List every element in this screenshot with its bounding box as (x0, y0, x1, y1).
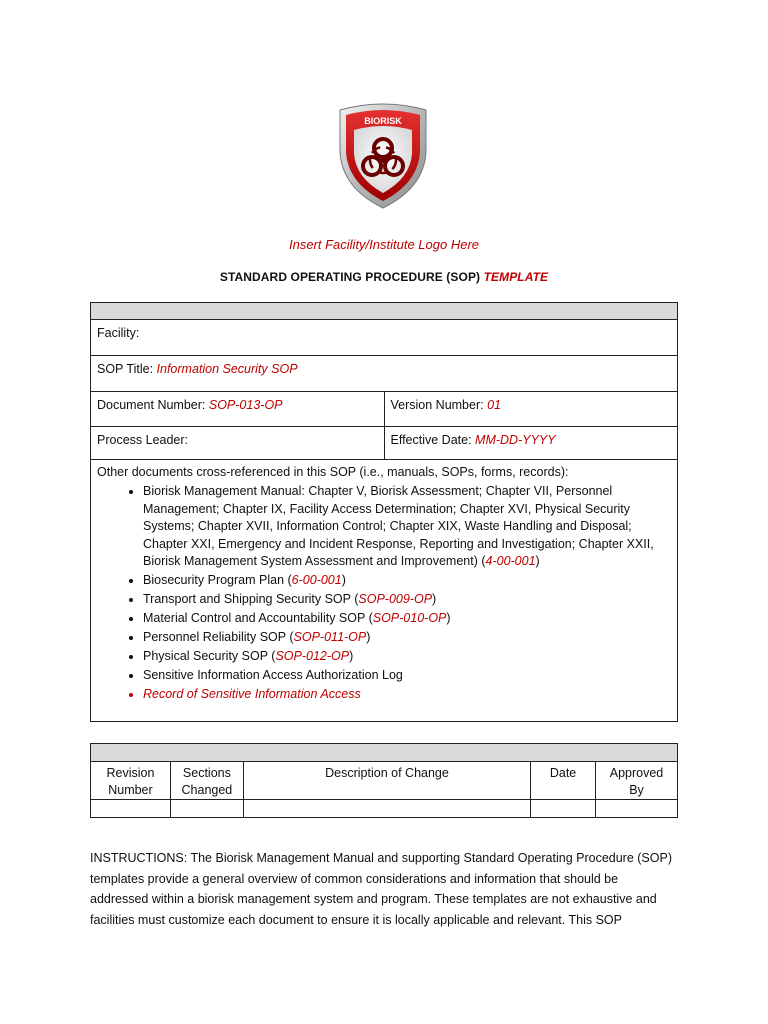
revision-number-cell (91, 800, 171, 818)
item-tail: ) (341, 573, 346, 587)
item-ref: SOP-009-OP (358, 592, 433, 606)
title-main: STANDARD OPERATING PROCEDURE (SOP) (219, 270, 484, 284)
item-ref: SOP-010-OP (372, 611, 447, 625)
item-text: Physical Security SOP ( (143, 649, 276, 663)
process-leader-cell (91, 427, 385, 460)
item-text: Sensitive Information Access Authorization Log (143, 668, 403, 682)
logo-text: BIORISK (364, 116, 402, 126)
cross-reference-list (97, 483, 671, 704)
list-item (143, 667, 671, 685)
revision-table-header-bar (91, 744, 678, 762)
item-ref: SOP-011-OP (293, 630, 367, 644)
version-number-cell (384, 392, 678, 427)
sections-changed-header: Sections Changed (170, 762, 243, 800)
list-item (143, 648, 671, 666)
item-tail: ) (535, 554, 540, 568)
item-ref: SOP-012-OP (275, 649, 350, 663)
revision-number-header: Revision Number (91, 762, 171, 800)
item-tail: ) (432, 592, 437, 606)
sop-info-table (90, 302, 678, 722)
item-text: Personnel Reliability SOP ( (143, 630, 294, 644)
date-cell (531, 800, 596, 818)
document-number-label: Document Number: (97, 398, 209, 412)
list-item (143, 572, 671, 590)
facility-cell (91, 320, 678, 356)
cross-reference-label: Other documents cross-referenced in this SOP (i.e., manuals, SOPs, forms, records): (97, 465, 569, 479)
effective-date-value: MM-DD-YYYY (475, 433, 556, 447)
process-leader-label: Process Leader: (97, 433, 189, 447)
list-item (143, 629, 671, 647)
document-number-cell (91, 392, 385, 427)
list-item (143, 610, 671, 628)
version-number-label: Version Number: (390, 398, 488, 412)
effective-date-cell (384, 427, 678, 460)
facility-label: Facility: (97, 326, 140, 340)
item-ref: 4-00-001 (485, 554, 536, 568)
sections-changed-cell (170, 800, 243, 818)
item-text: Material Control and Accountability SOP ( (143, 611, 373, 625)
item-tail: ) (366, 630, 371, 644)
revision-history-table (90, 743, 678, 818)
list-item (143, 686, 671, 704)
biorisk-shield-logo (336, 100, 430, 210)
sop-title-label: SOP Title: (97, 362, 157, 376)
info-table-header-bar (91, 303, 678, 320)
instructions-paragraph: INSTRUCTIONS: The Biorisk Management Manual and supporting Standard Operating Procedure (SOP) templates provide a general overview of common considerations and information that should be addressed within a biorisk management system and program. These templates are not exhaustive and facilities must customize each document to ensure it is locally applicable and relevant. This SOP (90, 851, 672, 927)
list-item (143, 591, 671, 609)
effective-date-label: Effective Date: (390, 433, 476, 447)
list-item (143, 483, 671, 571)
table-row (91, 800, 678, 818)
description-of-change-header: Description of Change (243, 762, 530, 800)
approved-by-header: Approved By (596, 762, 678, 800)
item-tail: ) (446, 611, 451, 625)
sop-title-value: Information Security SOP (156, 362, 298, 376)
logo-placeholder-caption: Insert Facility/Institute Logo Here (288, 237, 480, 252)
item-text: Biosecurity Program Plan ( (143, 573, 292, 587)
description-of-change-cell (243, 800, 530, 818)
document-title (0, 270, 768, 284)
item-ref: Record of Sensitive Information Access (143, 687, 361, 701)
date-header: Date (531, 762, 596, 800)
item-text: Transport and Shipping Security SOP ( (143, 592, 359, 606)
sop-title-cell (91, 356, 678, 392)
cross-referenced-documents-cell (91, 460, 678, 722)
title-accent: TEMPLATE (483, 270, 549, 284)
item-text: Biorisk Management Manual: Chapter V, Biorisk Assessment; Chapter VII, Personnel Management; Chapter IX, Facility Access Determination; Chapter XVI, Physical Security Systems; Chapter XVII, Information Control; Chapter XIX, Waste Handling and Disposal; Chapter XXI, Emergency and Incident Response, Reporting and Investigation; Chapter XXII, Biorisk Management System Assessment and Improvement) ( (143, 484, 654, 568)
approved-by-cell (596, 800, 678, 818)
document-number-value: SOP-013-OP (208, 398, 283, 412)
version-number-value: 01 (487, 398, 501, 412)
item-ref: 6-00-001 (291, 573, 342, 587)
item-tail: ) (349, 649, 354, 663)
